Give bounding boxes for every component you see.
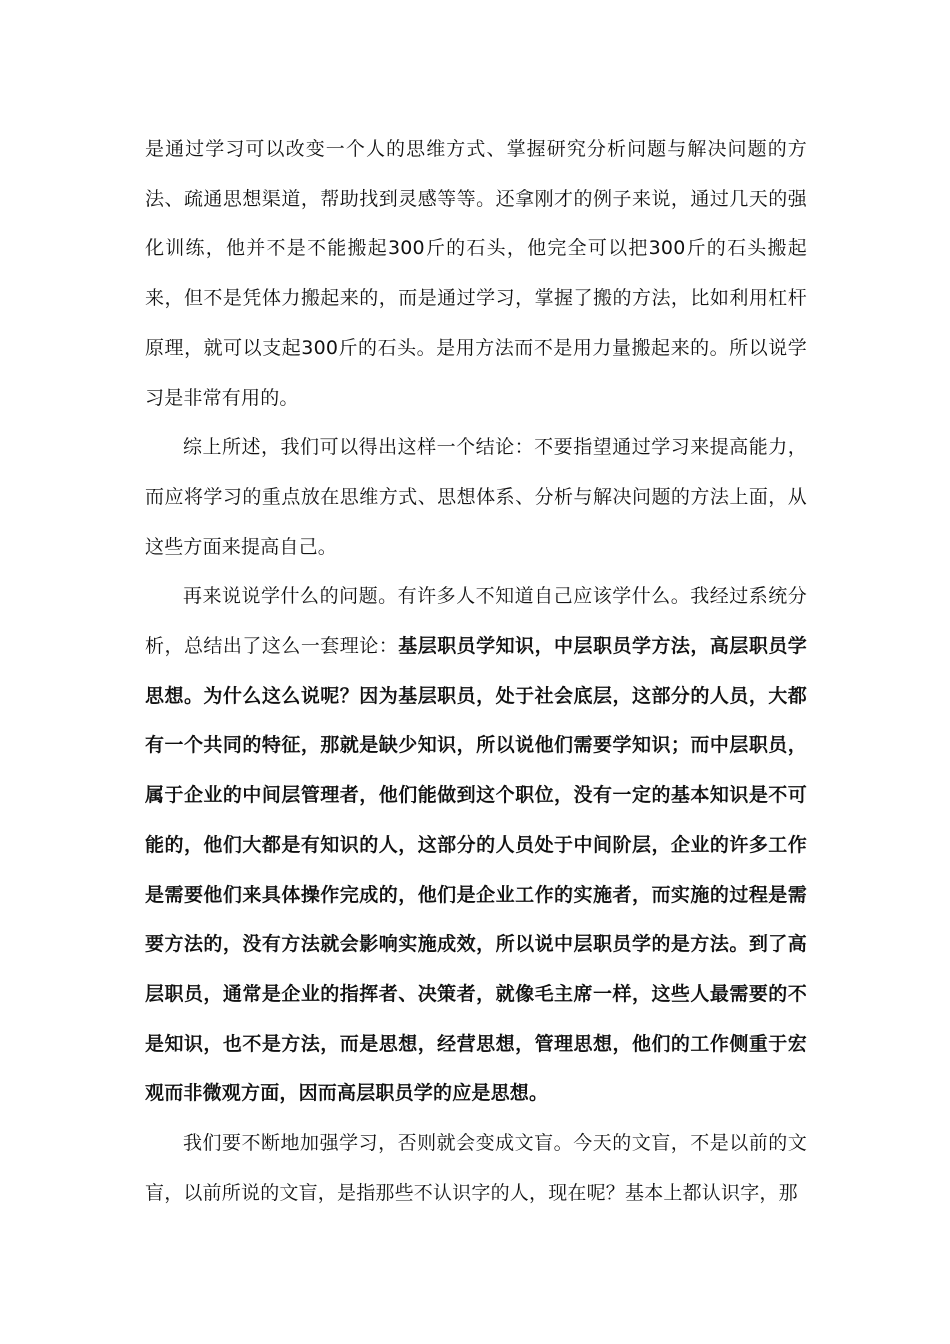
paragraph-3 [145,572,807,1119]
paragraph-2-text: 综上所述，我们可以得出这样一个结论：不要指望通过学习来提高能力，而应将学习的重点放在思维方式、思想体系、分析与解决问题的方法上面，从这些方面来提高自己。 [145,436,807,558]
paragraph-4-text: 我们要不断地加强学习，否则就会变成文盲。今天的文盲，不是以前的文盲，以前所说的文盲，是指那些不认识字的人，现在呢？基本上都认识字，那 [145,1132,807,1204]
paragraph-2 [145,423,807,572]
paragraph-1 [145,125,807,423]
document-page [145,125,807,1218]
paragraph-3-text: 再来说说学什么的问题。有许多人不知道自己应该学什么。我经过系统分析，总结出了这么一套理论： [145,585,807,658]
paragraph-3-bold-text: 基层职员学知识，中层职员学方法，高层职员学思想。为什么这么说呢？因为基层职员，处于社会底层，这部分的人员，大都有一个共同的特征，那就是缺少知识，所以说他们需要学知识；而中层职员，属于企业的中间层管理者，他们能做到这个职位，没有一定的基本知识是不可能的，他们大都是有知识的人，这部分的人员处于中间阶层，企业的许多工作是需要他们来具体操作完成的，他们是企业工作的实施者，而实施的过程是需要方法的，没有方法就会影响实施成效，所以说中层职员学的是方法。到了高层职员，通常是企业的指挥者、决策者，就像毛主席一样，这些人最需要的不是知识，也不是方法，而是思想，经营思想，管理思想，他们的工作侧重于宏观而非微观方面，因而高层职员学的应是思想。 [145,635,808,1105]
paragraph-4 [145,1119,807,1218]
paragraph-1-text: 是通过学习可以改变一个人的思维方式、掌握研究分析问题与解决问题的方法、疏通思想渠道，帮助找到灵感等等。还拿刚才的例子来说，通过几天的强化训练，他并不是不能搬起300斤的石头，他完全可以把300斤的石头搬起来，但不是凭体力搬起来的，而是通过学习，掌握了搬的方法，比如利用杠杆原理，就可以支起300斤的石头。是用方法而不是用力量搬起来的。所以说学习是非常有用的。 [145,138,807,409]
